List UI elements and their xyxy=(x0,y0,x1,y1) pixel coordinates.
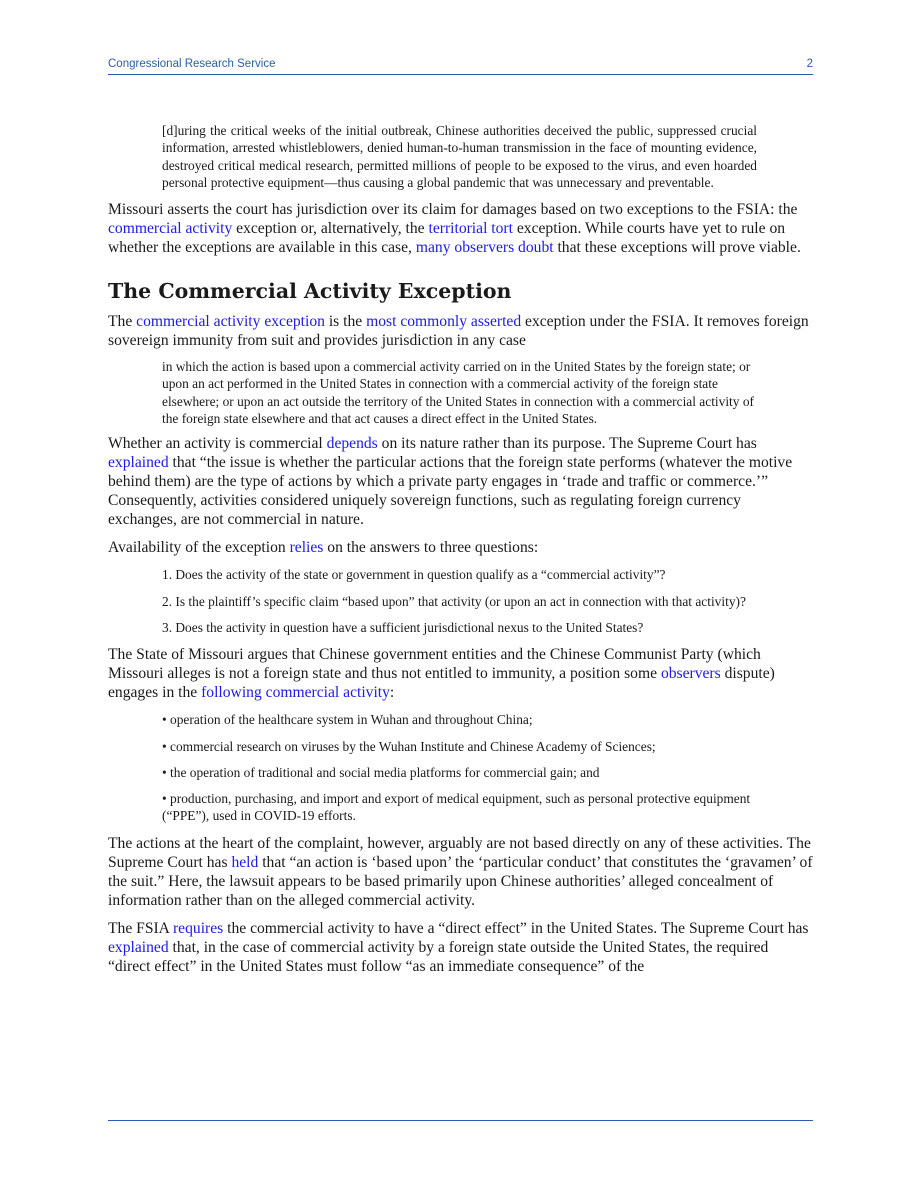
block-quote-statute: in which the action is based upon a commercial activity carried on in the United States by the foreign state; or upon an act performed in the United States in connection with a commercial activity of the foreign state elsewhere; or upon an act outside the territory of the United States in connection with a commercial activity of the foreign state elsewhere and that act causes a direct effect in the United States. xyxy=(162,359,754,427)
link-most-commonly-asserted[interactable]: most commonly asserted xyxy=(366,313,522,331)
link-relies[interactable]: relies xyxy=(289,539,324,557)
question-item-3: 3. Does the activity in question have a sufficient jurisdictional nexus to the United States? xyxy=(162,619,644,635)
document-body xyxy=(108,122,813,985)
link-territorial-tort[interactable]: territorial tort xyxy=(428,220,513,238)
link-commercial-activity-exception[interactable]: commercial activity exception xyxy=(136,313,325,331)
paragraph-availability: Availability of the exception relies on the answers to three questions: xyxy=(108,539,539,557)
header-source: Congressional Research Service xyxy=(108,58,276,70)
link-held[interactable]: held xyxy=(231,853,259,871)
bullet-item-2: • commercial research on viruses by the Wuhan Institute and Chinese Academy of Sciences; xyxy=(162,738,656,754)
paragraph-direct-effect: The FSIA requires the commercial activity to have a “direct effect” in the United States. The Supreme Court has explained that, in the case of commercial activity by a foreign state outside the United States, the required “direct effect” in the United States must follow “as an immediate consequence” of the xyxy=(108,919,809,975)
paragraph-commercial-nature: Whether an activity is commercial depends on its nature rather than its purpose. The Supreme Court has explained that “the issue is whether the particular actions that the foreign state performs (whatever the motive behind them) are the type of actions by which a private party engages in ‘trade and traffic or commerce.’” Consequently, activities considered uniquely sovereign functions, such as regulating foreign currency exchanges, are not commercial in nature. xyxy=(108,435,793,529)
paragraph-exception-intro: The commercial activity exception is the most commonly asserted exception under the FSIA. It removes foreign sovereign immunity from suit and provides jurisdiction in any case xyxy=(108,313,809,350)
link-many-observers-doubt[interactable]: many observers doubt xyxy=(415,239,554,257)
link-observers[interactable]: observers xyxy=(660,665,721,683)
link-commercial-activity[interactable]: commercial activity xyxy=(108,220,233,238)
bullet-item-4: • production, purchasing, and import and export of medical equipment, such as personal protective equipment (“PPE”), used in COVID-19 efforts. xyxy=(162,791,751,824)
section-heading: The Commercial Activity Exception xyxy=(108,279,512,304)
bullet-item-3: • the operation of traditional and social media platforms for commercial gain; and xyxy=(162,764,600,780)
link-explained-direct-effect[interactable]: explained xyxy=(108,938,169,956)
page-number: 2 xyxy=(806,58,813,70)
question-item-2: 2. Is the plaintiff’s specific claim “based upon” that activity (or upon an act in connection with that activity)? xyxy=(162,593,746,609)
bullet-item-1: • operation of the healthcare system in Wuhan and throughout China; xyxy=(162,712,533,728)
footer-rule xyxy=(108,1120,813,1121)
question-item-1: 1. Does the activity of the state or government in question qualify as a “commercial activity”? xyxy=(162,567,666,583)
link-requires[interactable]: requires xyxy=(172,919,224,937)
link-depends[interactable]: depends xyxy=(326,435,378,453)
block-quote-outbreak: [d]uring the critical weeks of the initial outbreak, Chinese authorities deceived the public, suppressed crucial information, arrested whistleblowers, denied human-to-human transmission in the face of mounting evidence, destroyed critical medical research, permitted millions of people to be exposed to the virus, and even hoarded personal protective equipment—thus causing a global pandemic that was unnecessary and preventable. xyxy=(162,123,757,190)
paragraph-based-upon: The actions at the heart of the complaint, however, arguably are not based directly on any of these activities. The Supreme Court has held that “an action is ‘based upon’ the ‘particular conduct’ that constitutes the ‘gravamen’ of the suit.” Here, the lawsuit appears to be based primarily upon Chinese authorities’ alleged concealment of information rather than on the alleged commercial activity. xyxy=(108,834,813,909)
link-following-commercial-activity[interactable]: following commercial activity xyxy=(201,684,390,702)
paragraph-missouri-argues: The State of Missouri argues that Chinese government entities and the Chinese Communist Party (which Missouri alleges is not a foreign state and thus not entitled to immunity, a position some observers dispute) engages in the following commercial activity: xyxy=(108,646,775,702)
link-explained[interactable]: explained xyxy=(108,454,169,472)
paragraph-missouri-exceptions: Missouri asserts the court has jurisdiction over its claim for damages based on two exceptions to the FSIA: the commercial activity exception or, alternatively, the territorial tort exception. While courts have yet to rule on whether the exceptions are available in this case, many observers doubt that these exceptions will prove viable. xyxy=(108,201,801,257)
page-header xyxy=(108,58,813,75)
